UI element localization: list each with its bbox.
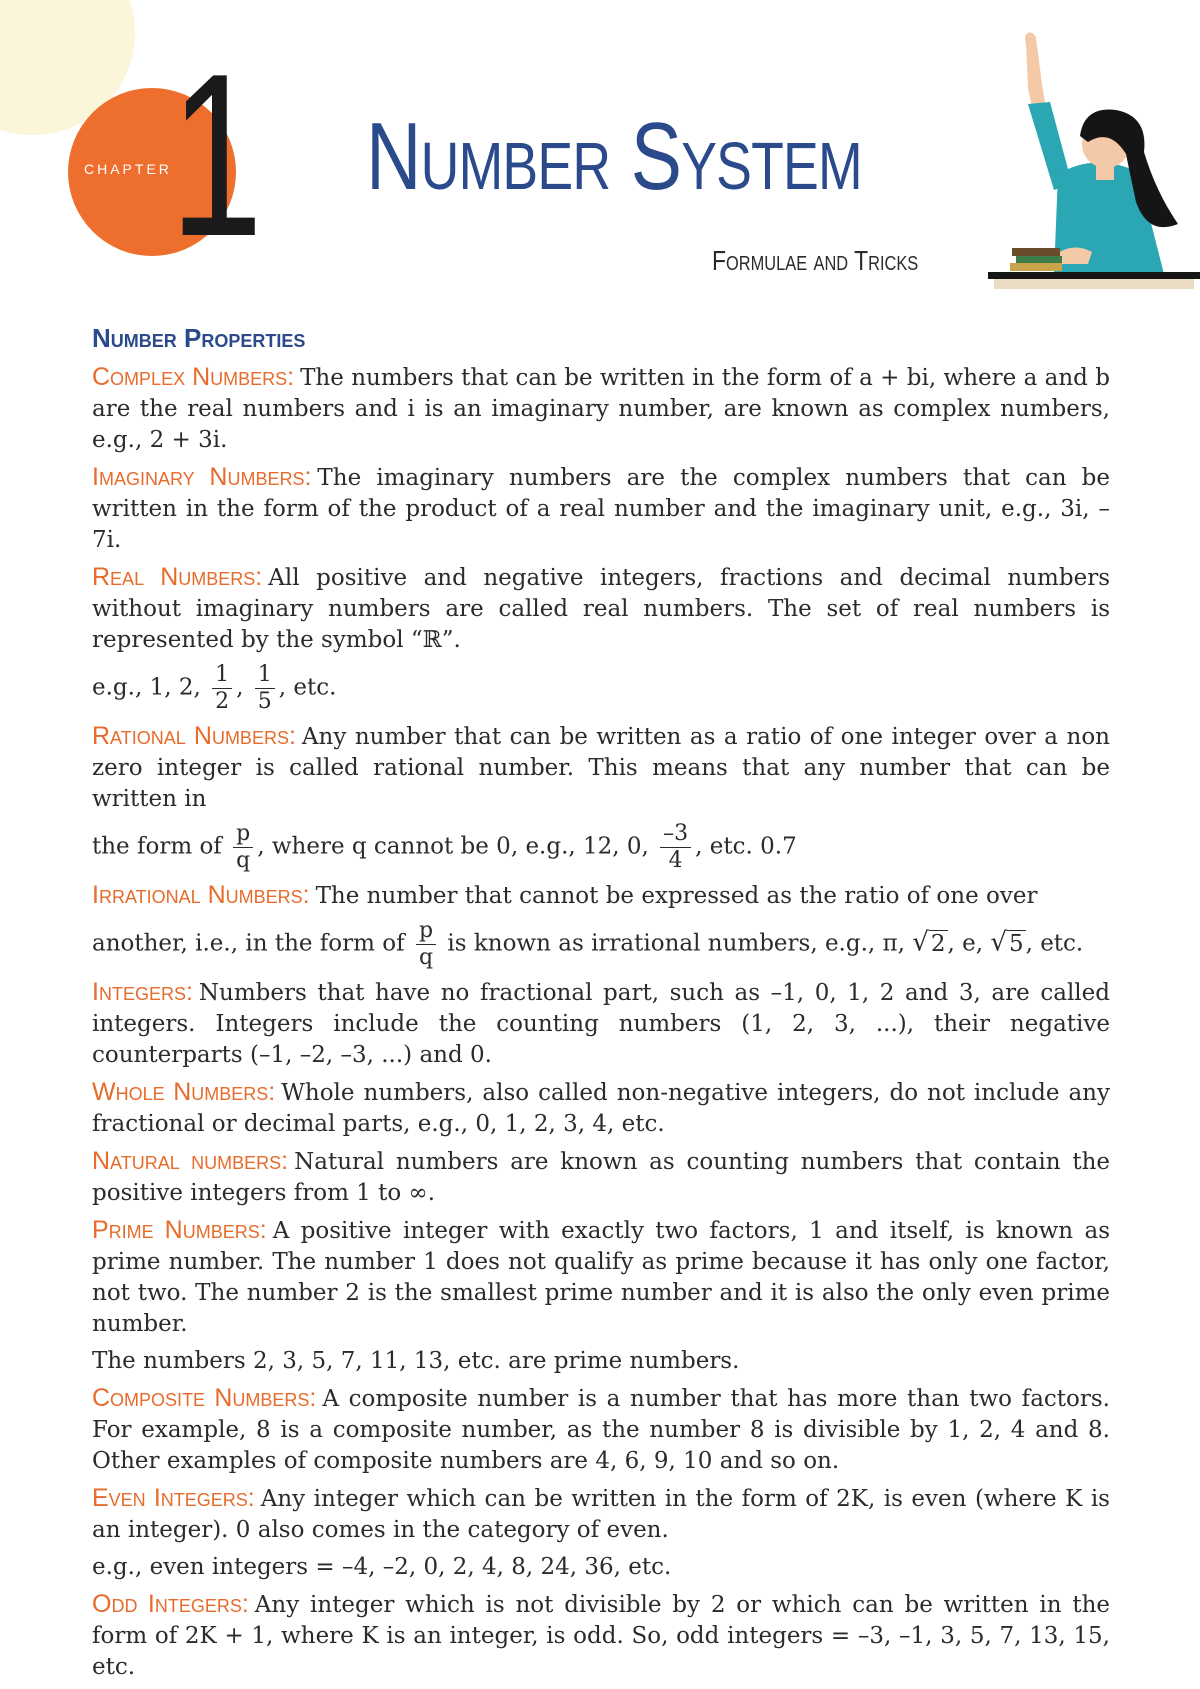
definition-prime: A positive integer with exactly two factors, 1 and itself, is known as prime number. The number 1 does not qualify as prime because it has only one factor, not two. The number 2 is the smallest prime number and it is also the only even prime number. [92,1218,1110,1337]
definition-whole: Whole numbers, also called non-negative integers, do not include any fractional or decimal parts, e.g., 0, 1, 2, 3, 4, etc. [92,1080,1110,1137]
chapter-label: CHAPTER [84,161,172,177]
term-rational: Rational Numbers: [92,722,296,750]
term-odd: Odd Integers: [92,1590,249,1618]
section-heading: Number Properties [92,323,306,353]
term-whole: Whole Numbers: [92,1078,276,1106]
term-composite: Composite Numbers: [92,1384,317,1412]
sqrt-five: 5 [1008,930,1024,957]
content-area [92,323,1110,1689]
fraction-p-over-q-2: $\frac{p}{q}$ [416,918,436,971]
definition-odd: Any integer which is not divisible by 2 or which can be written in the form of 2K + 1, where K is an integer, is odd. So, odd integers = –3, –1, 3, 5, 7, 13, 15, etc. [92,1592,1111,1680]
entry-natural [92,1146,1110,1209]
even-example: e.g., even integers = –4, –2, 0, 2, 4, 8, 24, 36, etc. [92,1554,672,1580]
term-irrational: Irrational Numbers: [92,881,310,909]
fraction-neg-three-quarters: $\frac{-3}{4}$ [660,821,691,874]
term-complex: Complex Numbers: [92,363,295,391]
entry-even [92,1483,1110,1546]
definition-composite: A composite number is a number that has more than two factors. For example, 8 is a composite number, as the number 8 is divisible by 1, 2, 4 and 8. Other examples of composite numbers are 4, 6, 9, 10 and so on. [92,1386,1110,1474]
definition-integers: Numbers that have no fractional part, such as –1, 0, 1, 2 and 3, are called integers. Integers include the counting numbers (1, 2, 3, ...), their negative counterparts (–1, –2, –3, ...) and 0. [92,980,1110,1068]
page-subtitle: Formulae and Tricks [712,245,919,276]
definition-real: All positive and negative integers, fractions and decimal numbers without imaginary numbers are called real numbers. The set of real numbers is represented by the symbol “ℝ”. [92,565,1110,653]
real-example: e.g., 1, 2, $\frac{1}{2}$ , $\frac{1}{5}$ , etc. [92,662,337,714]
definition-rational: Any number that can be written as a ratio of one integer over a non zero integer is called rational number. This means that any number that can be written in [92,724,1110,812]
term-even: Even Integers: [92,1484,255,1512]
definition-imaginary: The imaginary numbers are the complex numbers that can be written in the form of the product of a real number and the imaginary unit, e.g., 3i, –7i. [92,465,1110,553]
entry-real [92,562,1110,656]
fraction-one-fifth: $\frac{1}{5}$ [255,662,275,715]
sqrt-two: 2 [930,930,946,957]
entry-whole [92,1077,1110,1140]
teacher-raising-hand-icon [988,24,1200,294]
term-real: Real Numbers: [92,563,263,591]
definition-even: Any integer which can be written in the form of 2K, is even (where K is an integer). 0 also comes in the category of even. [92,1486,1110,1543]
fraction-p-over-q: $\frac{p}{q}$ [233,821,253,874]
rational-example: the form of $\frac{p}{q}$ , where q cannot be 0, e.g., 12, 0, $\frac{-3}{4}$ , etc. 0.7 [92,821,797,873]
irrational-example: another, i.e., in the form of $\frac{p}{q}$ is known as irrational numbers, e.g., π, √2, e, √5, etc. [92,918,1084,970]
sqrt-symbol: √ [912,927,929,958]
chapter-number: 1 [170,26,263,285]
sqrt-symbol-2: √ [990,927,1007,958]
term-prime: Prime Numbers: [92,1216,267,1244]
entry-complex [92,362,1110,456]
page-title: Number System [366,103,862,210]
definition-irrational: The number that cannot be expressed as the ratio of one over [315,883,1038,909]
term-integers: Integers: [92,978,193,1006]
fraction-one-half: $\frac{1}{2}$ [212,662,232,715]
entry-irrational [92,880,1110,912]
term-imaginary: Imaginary Numbers: [92,463,312,491]
prime-example: The numbers 2, 3, 5, 7, 11, 13, etc. are prime numbers. [92,1348,740,1374]
entry-odd [92,1589,1110,1683]
entry-composite [92,1383,1110,1477]
entry-rational [92,721,1110,815]
entry-prime [92,1215,1110,1340]
definition-complex: The numbers that can be written in the form of a + bi, where a and b are the real numbers and i is an imaginary number, are known as complex numbers, e.g., 2 + 3i. [92,365,1110,453]
entry-imaginary [92,462,1110,556]
definition-natural: Natural numbers are known as counting numbers that contain the positive integers from 1 to ∞. [92,1149,1110,1206]
entry-integers [92,977,1110,1071]
term-natural: Natural numbers: [92,1147,289,1175]
